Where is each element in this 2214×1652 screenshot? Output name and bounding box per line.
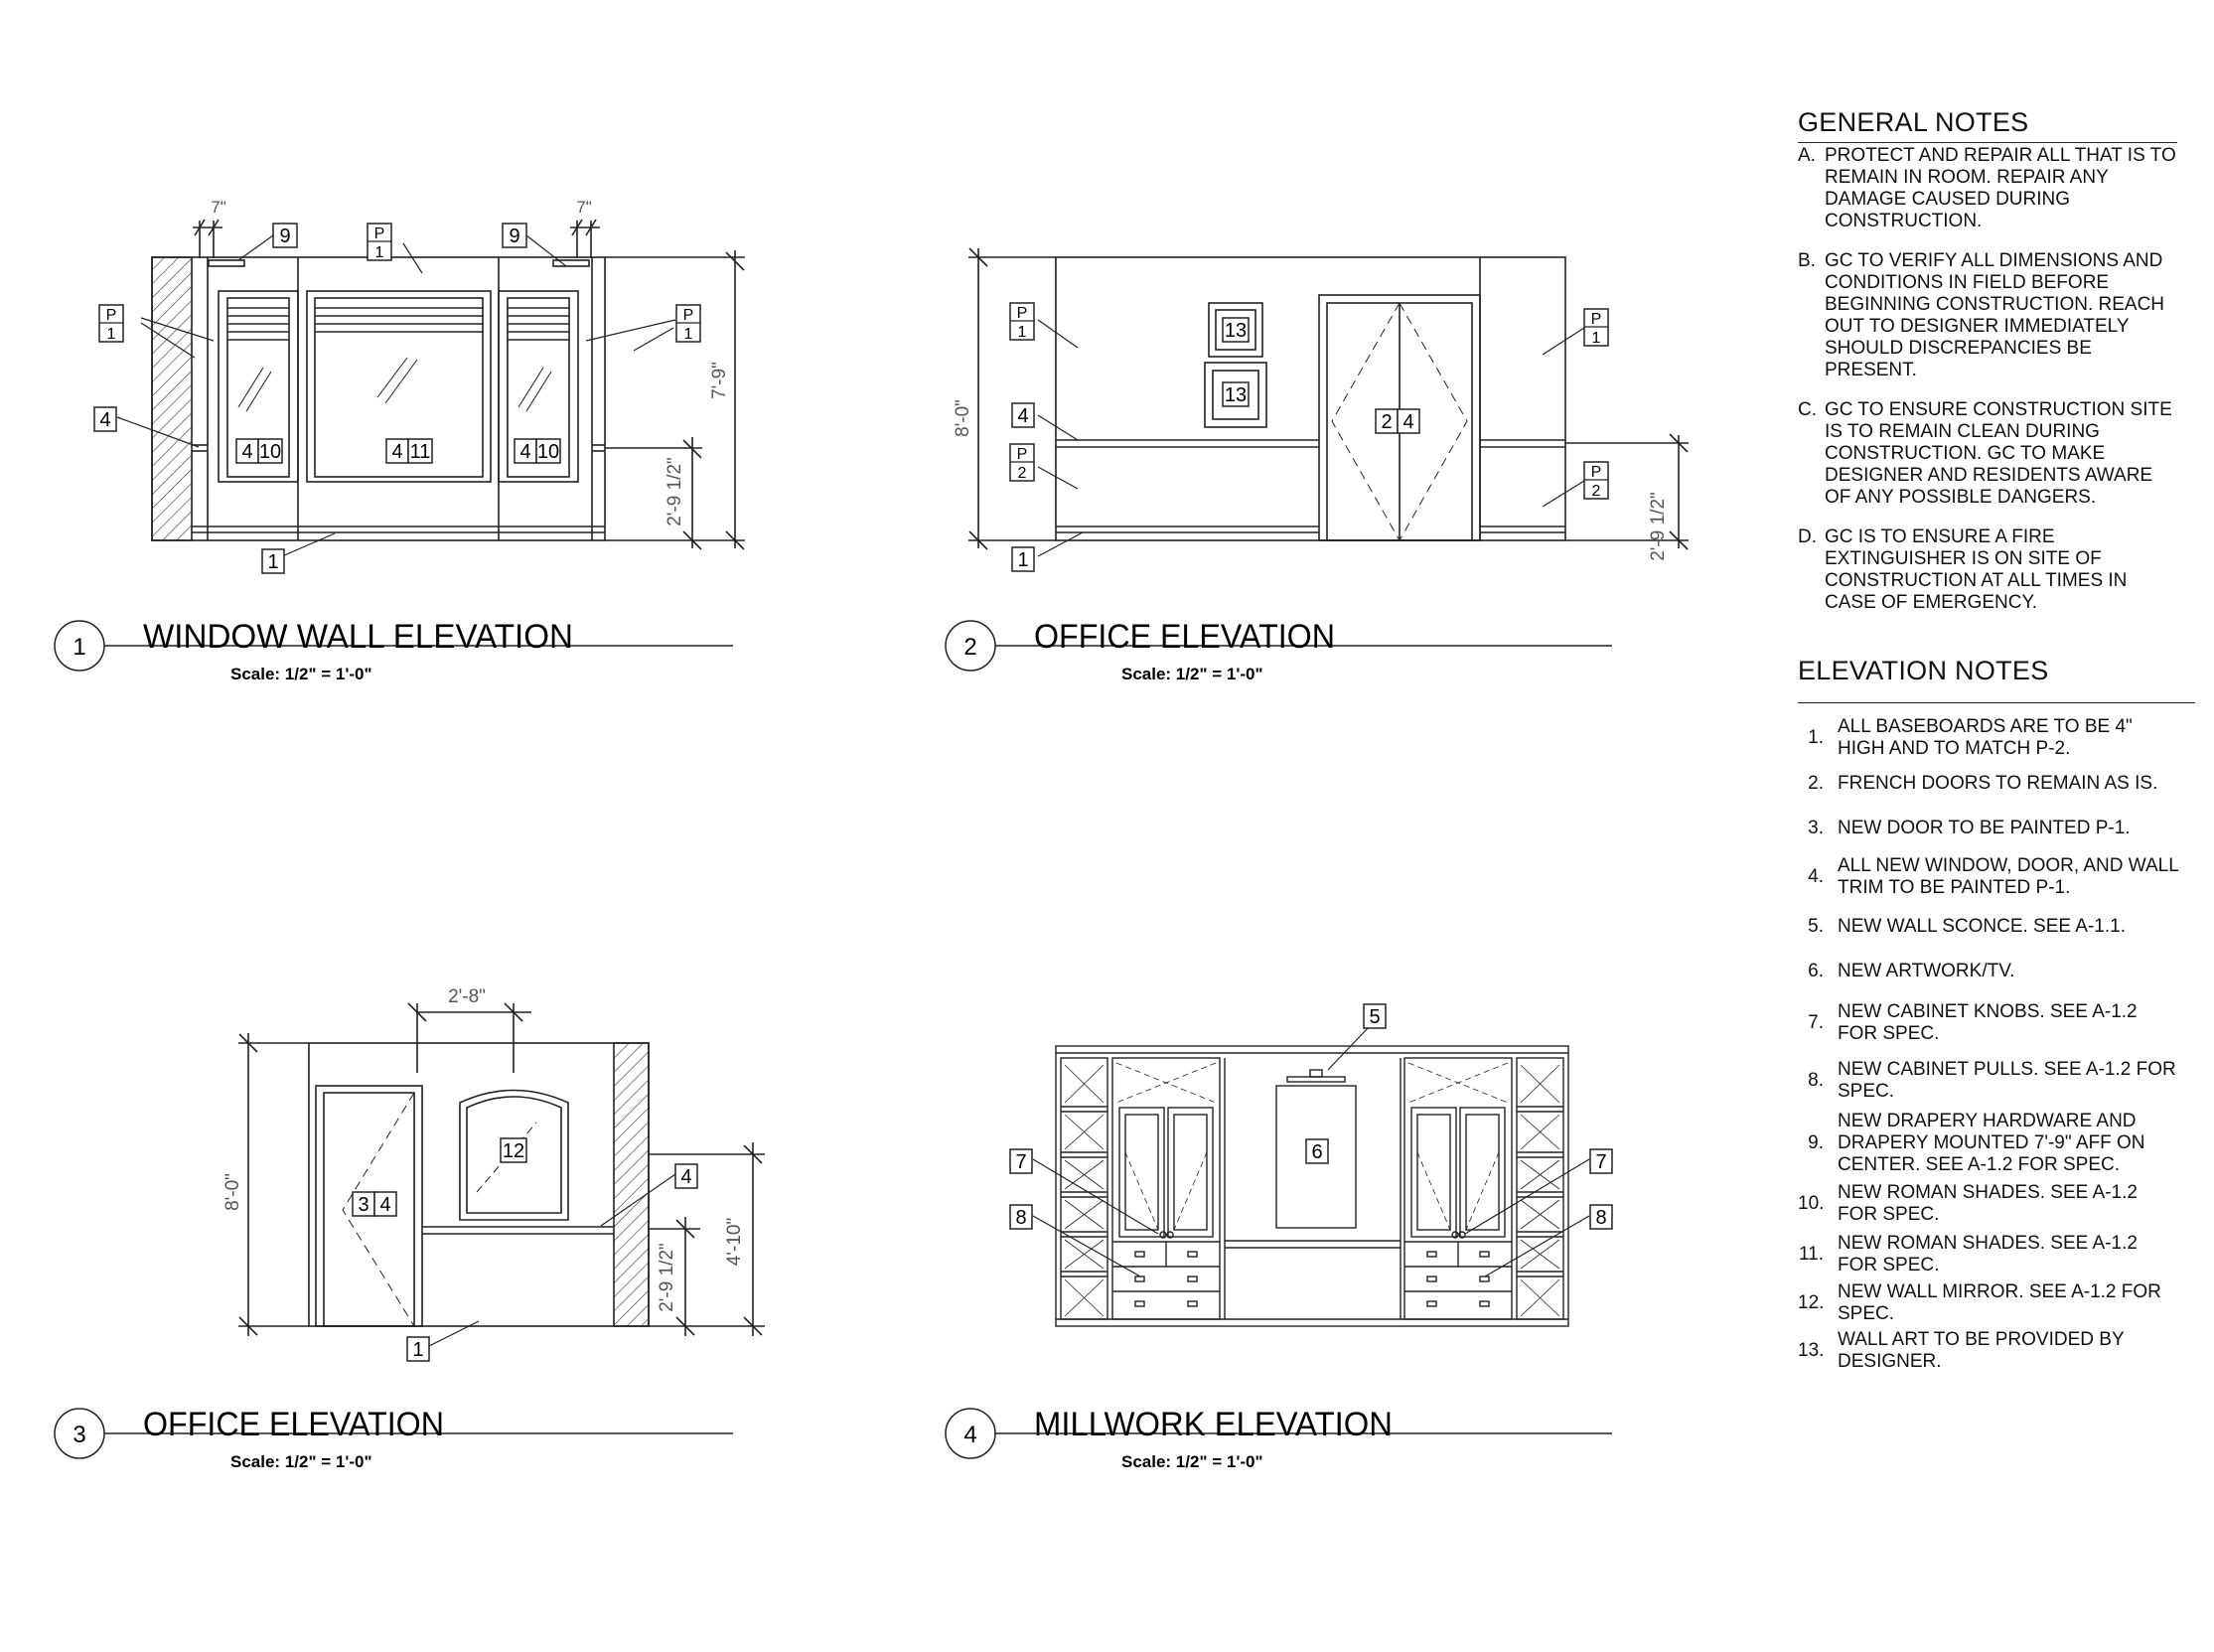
paint-tag-p1-right	[676, 305, 700, 343]
svg-text:P: P	[682, 307, 694, 324]
dim-left-trim: 7"	[211, 198, 226, 217]
drawing-number: 3	[73, 1422, 86, 1448]
svg-text:4: 4	[391, 441, 403, 463]
paint-tag-p2-right	[1584, 462, 1608, 500]
elevation-notes	[1798, 656, 2205, 1375]
note-number: 3.	[1808, 818, 1824, 838]
svg-text:4: 4	[1017, 405, 1029, 427]
center-window-tags	[386, 439, 432, 463]
elevation-note-item	[1798, 993, 2205, 1053]
svg-text:P: P	[1590, 311, 1602, 328]
note-text: NEW DOOR TO BE PAINTED P-1.	[1838, 818, 2131, 838]
svg-text:1: 1	[1591, 330, 1601, 347]
svg-text:11: 11	[409, 441, 431, 463]
svg-text:8: 8	[1015, 1207, 1027, 1229]
note-text: ALL NEW WINDOW, DOOR, AND WALL TRIM TO BE PAINTED P-1.	[1838, 855, 2179, 898]
trim-tag	[94, 407, 116, 431]
svg-text:P: P	[1590, 464, 1602, 481]
drawing-scale: Scale: 1/2" = 1'-0"	[230, 1452, 372, 1471]
elevation-4-drawing	[1033, 1027, 1589, 1326]
elevation-1-drawing	[117, 220, 745, 556]
trim-tag	[1012, 403, 1034, 427]
note-letter: D.	[1798, 526, 1817, 547]
note-text: GC TO ENSURE CONSTRUCTION SITE IS TO REMAIN CLEAN DURING CONSTRUCTION. GC TO MAKE DESIGNER AND RESIDENTS AWARE OF ANY POSSIBLE DANGERS.	[1825, 399, 2172, 508]
svg-text:13: 13	[1224, 384, 1248, 406]
base-tag	[1012, 547, 1034, 571]
general-notes	[1798, 107, 2205, 632]
drawing-title: WINDOW WALL ELEVATION	[143, 618, 573, 656]
elevation-note-item	[1798, 850, 2205, 904]
svg-text:3: 3	[358, 1194, 369, 1216]
svg-text:12: 12	[502, 1140, 525, 1162]
general-note-item	[1798, 145, 2205, 232]
paint-tag-p1-top	[368, 224, 391, 261]
drawing-number: 2	[963, 634, 977, 661]
svg-text:10: 10	[258, 441, 282, 463]
dim-rail-height: 2'-9 1/2"	[1648, 492, 1669, 561]
note-text: NEW CABINET PULLS. SEE A-1.2 FOR SPEC.	[1838, 1059, 2176, 1102]
paint-tag-p1-left	[99, 305, 123, 343]
pull-tag-right	[1590, 1205, 1612, 1229]
note-number: 2.	[1808, 773, 1824, 794]
elevation-note-item	[1798, 1178, 2205, 1230]
note-letter: C.	[1798, 399, 1817, 420]
general-note-item	[1798, 250, 2205, 381]
svg-text:P: P	[105, 307, 117, 324]
art-tag-top	[1223, 318, 1249, 342]
drawing-title: OFFICE ELEVATION	[143, 1406, 444, 1443]
sconce-tag	[1364, 1004, 1386, 1028]
svg-text:7: 7	[1015, 1151, 1027, 1173]
general-notes-heading: GENERAL NOTES	[1798, 107, 2029, 137]
trim-tag	[675, 1164, 697, 1188]
drawing-title: MILLWORK ELEVATION	[1034, 1406, 1393, 1443]
svg-text:5: 5	[1369, 1006, 1381, 1028]
paint-tag-p1-right	[1584, 309, 1608, 347]
mirror-tag	[501, 1138, 526, 1162]
title-block-4	[946, 1406, 1612, 1471]
knob-tag-right	[1590, 1149, 1612, 1173]
svg-text:2: 2	[1381, 411, 1393, 433]
svg-text:4: 4	[519, 441, 531, 463]
knob-tag-left	[1010, 1149, 1032, 1173]
svg-text:13: 13	[1224, 320, 1248, 342]
dim-mirror-width: 2'-8"	[448, 986, 486, 1007]
svg-text:2: 2	[1591, 483, 1601, 500]
note-text: NEW ROMAN SHADES. SEE A-1.2 FOR SPEC.	[1838, 1182, 2138, 1225]
svg-text:1: 1	[374, 244, 384, 261]
general-note-item	[1798, 399, 2205, 509]
svg-text:9: 9	[279, 225, 291, 247]
right-window-tags	[515, 439, 560, 463]
svg-text:1: 1	[106, 326, 116, 343]
drapery-tag-left	[273, 224, 297, 247]
dim-height: 8'-0"	[222, 1173, 243, 1211]
door-tags	[1376, 409, 1419, 433]
note-number: 9.	[1808, 1132, 1824, 1153]
svg-text:P: P	[373, 225, 385, 242]
elevation-note-item	[1798, 715, 2205, 761]
note-number: 13.	[1798, 1340, 1825, 1361]
svg-text:4: 4	[99, 409, 111, 431]
note-number: 12.	[1798, 1292, 1825, 1313]
elevation-notes-rule	[1798, 702, 2195, 703]
note-text: ALL BASEBOARDS ARE TO BE 4" HIGH AND TO MATCH P-2.	[1838, 716, 2133, 759]
svg-text:10: 10	[536, 441, 560, 463]
note-text: NEW CABINET KNOBS. SEE A-1.2 FOR SPEC.	[1838, 1001, 2138, 1044]
note-number: 1.	[1808, 727, 1824, 748]
svg-text:4: 4	[680, 1166, 692, 1188]
note-text: NEW ROMAN SHADES. SEE A-1.2 FOR SPEC.	[1838, 1233, 2138, 1276]
note-number: 4.	[1808, 866, 1824, 887]
note-letter: B.	[1798, 250, 1816, 271]
base-tag	[262, 549, 284, 573]
dim-right-trim: 7"	[576, 198, 592, 217]
svg-text:P: P	[1016, 305, 1028, 322]
base-tag	[407, 1337, 429, 1361]
note-text: NEW DRAPERY HARDWARE AND DRAPERY MOUNTED 7'-9" AFF ON CENTER. SEE A-1.2 FOR SPEC.	[1838, 1111, 2145, 1175]
elevation-note-item	[1798, 904, 2205, 950]
note-text: NEW ARTWORK/TV.	[1838, 961, 2015, 981]
general-notes-rule	[1798, 142, 2177, 143]
elevation-note-item	[1798, 1053, 2205, 1109]
svg-text:1: 1	[412, 1339, 424, 1361]
note-text: WALL ART TO BE PROVIDED BY DESIGNER.	[1838, 1329, 2125, 1372]
svg-text:7: 7	[1595, 1151, 1607, 1173]
svg-text:4: 4	[1402, 411, 1414, 433]
drawing-scale: Scale: 1/2" = 1'-0"	[230, 665, 372, 683]
pull-tag-left	[1010, 1205, 1032, 1229]
art-tag-bottom	[1223, 382, 1249, 406]
note-number: 7.	[1808, 1012, 1824, 1033]
note-text: GC TO VERIFY ALL DIMENSIONS AND CONDITIONS IN FIELD BEFORE BEGINNING CONSTRUCTION. REACH OUT TO DESIGNER IMMEDIATELY SHOULD DISCREPANCIES BE PRESENT.	[1825, 250, 2165, 380]
door-tags	[353, 1192, 396, 1216]
elevation-note-item	[1798, 1230, 2205, 1279]
elevation-notes-heading: ELEVATION NOTES	[1798, 656, 2049, 685]
drawing-number: 4	[963, 1422, 977, 1448]
svg-text:1: 1	[1017, 549, 1029, 571]
elevation-note-item	[1798, 1279, 2205, 1327]
note-text: NEW WALL MIRROR. SEE A-1.2 FOR SPEC.	[1838, 1281, 2161, 1324]
elevation-note-item	[1798, 1327, 2205, 1375]
drawing-title: OFFICE ELEVATION	[1034, 618, 1335, 656]
left-window-tags	[236, 439, 282, 463]
svg-text:1: 1	[1017, 324, 1027, 341]
drapery-tag-right	[503, 224, 526, 247]
tv-tag	[1306, 1139, 1328, 1163]
note-text: GC IS TO ENSURE A FIRE EXTINGUISHER IS ON SITE OF CONSTRUCTION AT ALL TIMES IN CASE OF EMERGENCY.	[1825, 526, 2128, 613]
drawing-scale: Scale: 1/2" = 1'-0"	[1121, 665, 1263, 683]
dim-rail-height: 2'-9 1/2"	[664, 457, 685, 526]
note-number: 11.	[1798, 1244, 1824, 1265]
paint-tag-p1-left	[1010, 303, 1034, 341]
svg-text:6: 6	[1311, 1141, 1323, 1163]
dim-height: 7'-9"	[709, 362, 730, 399]
drawing-number: 1	[73, 634, 86, 661]
elevation-note-item	[1798, 1109, 2205, 1178]
svg-text:2: 2	[1017, 465, 1027, 482]
title-block-1	[55, 618, 733, 683]
dim-height: 8'-0"	[953, 399, 973, 437]
elevation-note-item	[1798, 950, 2205, 993]
general-note-item	[1798, 526, 2205, 614]
svg-text:4: 4	[241, 441, 253, 463]
note-number: 8.	[1808, 1070, 1824, 1091]
note-text: PROTECT AND REPAIR ALL THAT IS TO REMAIN IN ROOM. REPAIR ANY DAMAGE CAUSED DURING CONSTRUCTION.	[1825, 145, 2176, 231]
elevation-note-item	[1798, 807, 2205, 850]
note-text: FRENCH DOORS TO REMAIN AS IS.	[1838, 773, 2158, 794]
title-block-2	[946, 618, 1612, 683]
elevation-note-item	[1798, 761, 2205, 807]
svg-text:1: 1	[267, 551, 279, 573]
dim-rail-height: 2'-9 1/2"	[657, 1243, 677, 1312]
note-number: 5.	[1808, 916, 1824, 937]
svg-text:P: P	[1016, 446, 1028, 463]
elevation-4-tags	[1010, 1004, 1612, 1229]
svg-text:9: 9	[509, 225, 520, 247]
note-number: 10.	[1798, 1193, 1825, 1214]
title-block-3	[55, 1406, 733, 1471]
elevation-2-drawing	[968, 248, 1689, 556]
dim-mirror-height: 4'-10"	[724, 1217, 745, 1267]
svg-text:1: 1	[683, 326, 693, 343]
svg-text:4: 4	[379, 1194, 391, 1216]
note-text: NEW WALL SCONCE. SEE A-1.1.	[1838, 916, 2127, 937]
paint-tag-p2-left	[1010, 444, 1034, 482]
note-letter: A.	[1798, 145, 1816, 166]
note-number: 6.	[1808, 961, 1824, 981]
drawing-scale: Scale: 1/2" = 1'-0"	[1121, 1452, 1263, 1471]
svg-text:8: 8	[1595, 1207, 1607, 1229]
